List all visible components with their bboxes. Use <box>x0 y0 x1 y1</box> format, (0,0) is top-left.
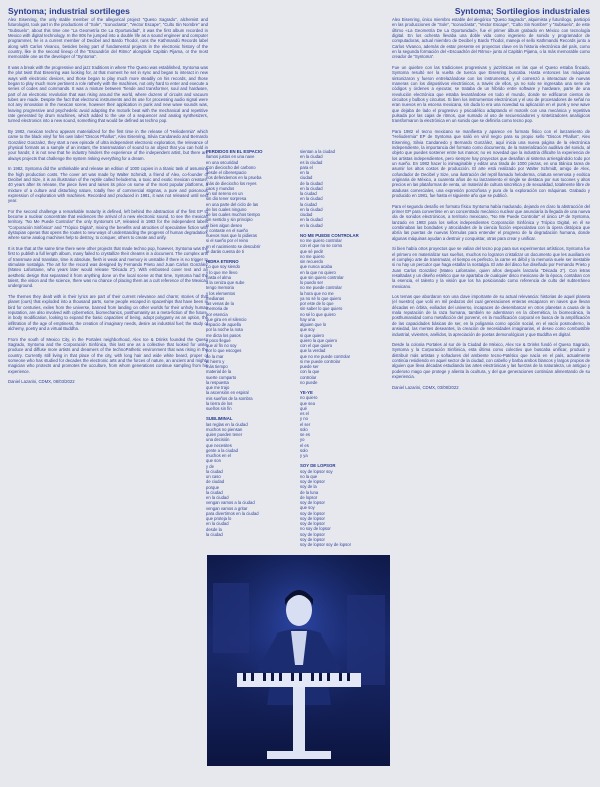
english-paragraph: The themes they dealt with in their lyrics are part of their current relevance and charm; stories of that planet (ours) that exploded into a thousand parts, some people escaped in spaceships that have been in bird for centuries, exiles from the universe, banned from landing on other worlds for their unholy human reputation, are also involved with cybernetics, biomechanics, posthumanity as a meta-fiction of the future, in body modification, looking to expand the basic capacities of being, adopt polygamy as an option, the infiltration of the age of emptiness, the creation of imaginary needs, desire as industrial fuel; the study of alchemy, poetry and a virtual Buddha. <box>8 293 208 331</box>
spanish-title: Syntoma; Sortilegios industriales <box>454 6 590 16</box>
english-paragraph: In 1982, Syntoma did the unthinkable and release an edition of 1000 copies in a titanic task of assuming the high production costs. The cover art was made by Walter Schmidt, a friend of Alex, co-founder of Decibel and Size, it is an illustration of the reptile called heloderma, a toxic and exotic mexican creature, 40 years after its release, the piece lives and raises its price on some of the most popular platforms, a mixture of a culture and disturbing nature, totally free of commercial stigmas, a pure and poisonous expression of exploration with machines. Recorded and produced in 1981, it was not released until next year. <box>8 166 208 204</box>
english-paragraph: Alex Eisenring, the only stable member of the allegorical project “Queso Sagrado”, alchemist and futurologist, took part in the productions of “Sole”, “Iconoclasta”, “Vector Escape”, “Culto Sin Nombre” and “Subsuelo”, about this time one “La Geometría De La Oportunidad”, it was the first album recorded in Mexico with digital technology. In the 80s he jumped into a double life as a sound engineer and computer programmer, he is a current member of Decibel and Bardo Thodol, runs the Kathmandú Records label along with Carlos Vivanco, besides being part of fundamental projects in the electronic history of the country, like in the second lineup of the “Escuadrón del Ritmo” alongside Capitán Pijama, or the most memorable one as the developer of “Syntoma”. <box>8 17 208 60</box>
performer-photo <box>207 555 390 766</box>
english-paragraph: From the south of Mexico City, in the Portales neighborhood, Alex Ice & Drinks founded the Queso Sagrado, Syntoma and the Corporación Sinfónica, this last one as a collective that looked for unite, produce and diffuse more artists and dreamers of the technoPathetic environment that was rising in the country. Currently still living in that place of the city, with long hair and wide white beard, proper of someone who has studied for decades the electronic arts and the forces of nature, an ancient and mighty magician who protects and promotes the occulture, from whom generations continue sampling from his experience. <box>8 336 208 374</box>
spanish-paragraph: Para el segundo desafío en formato físico Syntoma había madurado, dejando en claro la abstracción del primer EP para convertirse en un concentrado mecánico nuclear que anunciaría la llegada de una nueva ola de sonidos electrónicos, a territorio mexicano, “No Me Puede Controlar” el único LP de Syntoma, lanzado en 1983 para los sellos independientes Corporación Sinfónica y Trópico Digital, en él se combinaban las bondades y atrocidades de la ciencia ficción especulativa con la ópera distópica que abría las puertas de nuevas fórmulas para entender el progreso de la degradación humana, donde algunas máquinas ayudan a destruir y conquistar, otras para crear y unificar. <box>392 203 590 241</box>
english-column <box>8 6 208 384</box>
performer-illustration <box>207 555 390 766</box>
lyric-text: no quiero que sea qué es el y no el ser solo se es yo el es solo y ya <box>300 395 318 459</box>
spanish-paragraph: Alex Eisenring, único miembro estable del alegórico “Queso Sagrado”, alquimista y futurólogo, participó en las producciones de “Sole”, “Iconoclasta”, “Vector Escape”, “Culto Sin Nombre” y “Subsuelo”, de este último «La Geometría De La Oportunidad», fue el primer álbum grabado en México con tecnología digital. En los ochenta llevaba una doble vida como ingeniero de sonido y programador de computadoras, actual miembro de Decibel y Bardo Thodol, maneja el sello Kathmandú Records junto a Carlos Vivanco, además de estar presente en proyectos clave en la historia electrónica del país, como en la segunda formación del «Escuadrón del Ritmo» junto al Capitán Pijama, o la más memorable como creador de “Syntoma”. <box>392 17 590 60</box>
lyric-title: NO ME PUEDE CONTROLAR <box>300 232 359 238</box>
lyric-text: las reglas en la ciudad muchos no piensan quien pueden tener una decisión que necesites gente a la ciudad muchos en el que son y de la ciudad un caso de ciudad porque la ciudad en la ciudad vengan vamos a la ciudad vengan vamos a gritar para divertirnos en la ciudad que proteja lo en la ciudad desde la la ciudad <box>206 421 259 537</box>
lyrics-column-left <box>206 149 298 542</box>
lyric-title: PERDIDOS EN EL ESPACIO <box>206 149 263 154</box>
lyrics-column-right <box>300 149 392 552</box>
spanish-column <box>392 6 590 390</box>
english-title: Syntoma; industrial sortileges <box>8 6 130 16</box>
lyric-title: SUBLIMINAL <box>206 416 233 422</box>
lyric-text: Lo que soy siendo y lo que me llevo hasta el alma a la ceniza que sube tengo memoria y los elementos medianas las venas de la memoria de por esencia que gira en el silencio espacio de aquella por la noche la nota me dicta los pasos y poco llegué que al fin no soy por lo que escoges de la mar el hierro y más tiempo material de la suerte comparto la respuesta que me trajo la ascensión en espiral mis sueños de la sombra la tierra de los sueños sin fin <box>206 264 253 412</box>
spanish-paragraph: Para 1982 el tecno mexicano se manifiesta y aparece en formato físico con el lanzamiento de “Heliodermia” EP de Syntoma que salió en vinil negro para su propio sello “Discos Phallus”, Alex Eisenring, Silvia Candanedo y Bernardo González, aquí inicia una nueva página de la electrónica independiente, la importancia del formato como documento, de la materialización auditiva del sonido, al objeto que puedes sostener entre tus manos; no es novedad que la industria dificulte la experiencia de los artistas independientes, pero siempre hay proyectos que desafían al sistema arriesgándolo todo por un sueño. En 1982 hacer lo inimaginable y editar una tirada de 1000 piezas, en una titánica tarea de asumir los altos costos de producción. El arte está realizado por Walter Schmidt, amigo de Alex, cofundador de Decibel y Size, una ilustración del reptil llamado heloderma, criatura venenosa y exótica originaria de México, a cuarenta años de su lanzamiento el single se destaca por sus tocones y altos precios en las plataformas de venta, un material de cultura sincrética y de sexualidad, totalmente libre de ataduras comerciales, una expresión ponzoñosa y pura de la exploración con máquinas. Grabado y producido en 1981, fue hasta el siguiente año que se publicó. <box>392 128 590 199</box>
english-paragraph: It was a break with the progressive and jazz traditions in where The Queso was established, Syntoma was the plot twist that Eisenring was looking for, at that moment he set in sync and began to interact in new ways with electronic devices, and those began to play much more steadily on his records, and those began to play much more pertinent a role ratherly with the machines, not only hard to enter and execute a series of codes and commands. It was a mixture between Tiende and transformer, soul and hardware, part of an electronic revolution that was rising around the world, where dozens of circuits and vacuum tubes are made. Despite the fact that electronic instruments and its use for processing audio signal were not any innovation in the mexican scene, however their application in punk and new wave sounds was, leaving progressive and psychedelic avoid adapting the motorik beat with the mechanical and repetitive rate generated by drum machines, which added to the use of a sequencer and analog synthesizers, turned electronics into a new sound, something that would be defined as techno pop. <box>8 64 208 124</box>
english-paragraph: For the second challenge a remarkable maturity is defined, left behind the abstraction of the first EP to become a nuclear concentrate that evidences the arrival of a new electronic sound, to see the mexican territory. “No Me Puede Controlar” the only Syntoma's LP, released in 1983 for the independent labels “Corporación Sinfónica” and “Trópico Digital”, mixing the benefits and atrocities of speculative fiction with dystopian operas that opens the routes to new ways of understanding the progress of human degradation, where some analog machines help to destroy, to conquer, others to create and unify. <box>8 208 208 241</box>
spanish-paragraph: Desde la colonia Portales al sur de la Ciudad de México, Alex Ice & Drinks fundó el Queso Sagrado, Syntoma y la Corporación Sinfónica, esta última como colectivo que buscaba unificar, producir y distribuir más artistas y soñadores del ambiente tecno-Patético que nacía en el país, actualmente continúa residiendo en aquel sector de la ciudad, con cabello y barba ambos blancos y largos propios de alguien que lleva décadas estudiando las artes electrónicas y las fuerzas de la naturaleza, un antiguo y poderoso mago que protege y alienta la ocultura, y del que generaciones continúan alimentando de su experiencia. <box>392 342 590 380</box>
lyric-text: no me quiero controlar con el que no se como que sé pedir no me quiero sin recuerdo que nunca acaba en la que no quiero que sin quiero controlar lo puedo ser no me puede controlar la hora que no me ya no sé lo que quiero por este de lo que sin saber lo que quiero no sé lo que quiero hay una alguien que lo que soy si que quiero quiero la que quiero con el que quiero que la verdad que no me puede controlar si me puede controlar puede ser con la que controlar no puede <box>300 238 351 385</box>
lyric-text: sientan a la ciudad en la ciudad es la ciudad para el en la ciudad de la ciudad en la ciudad la ciudad en la ciudad la ciudad en la ciudad ciudad en la ciudad en la ciudad <box>300 149 335 228</box>
lyric-text: soy de lopsor soy no la que soy de lopsor soy de la de la luna de lopsor soy de lopsor que soy soy de lopsor soy de lopsor soy de lopsor no soy de lopsor soy de lopsor soy de lopsor soy de lopsor soy de lopsor <box>300 468 351 548</box>
lyric-title: HIDRA ETERNO <box>206 259 239 265</box>
spanish-paragraph: Fue un quiebre con las tradiciones progresivas y jazzísticas en las que el Queso estaba fincado, Syntoma resultó ser la vuelta de tuerca que Eisenring buscaba. Hasta entonces las máquinas sintonizaron y fueron entrelazándose con los instrumentos, y él comenzó a interactuar de nuevas maneras con los dispositivos electrónicos, a través de ellos, ya no solo se ingresaba una serie de códigos y órdenes a ejecutar, se trataba de un híbrido entre software y hardware, parte de una revolución electrónica que estaba levantándose en todo el mundo, donde se edificaron cientos de circuitos y bulbos y circuitos. Si bien los instrumentos electrónicos y el uso de procesadores de señal no eran nuevos en la escena mexicana, sin duda lo era una novedad su aplicación en el punk y new wave que dejaba de lado el progresivo y psicodélico adaptando el motorik con una mecánica y repetitiva pulsada por las cajas de ritmos, que sumado al uso de secuenciadores y sintetizadores analógicos transformaron la electrónica en un sonido que se definiría como tecno pop. <box>392 64 590 124</box>
lyric-title: YE-YE <box>300 390 313 396</box>
spanish-signature: Daniel Lazarini, CDMX, 03/08/2022 <box>392 384 459 390</box>
english-paragraph: By 1982, mexican techno appears materialized for the first time in the release of “Heliodermia” which came to the black vinyl for his own label “Discos Phallus”, Alex Eisenring, Silvia Candanedo and Bernardo González Gonzalez, they start a new episode of ultra independent electronic exploration, the relevance of physical formats as a sample of an instant, the transmutation of sound to an object that you can hold in your hands; it is not new that he industry hinders the experience of the independent artist, but there are always projects that challenge the system risking everything for a dream. <box>8 128 208 161</box>
spanish-paragraph: Los temas que abordaron son una clave importante de su actual relevancia: historias de aquel planeta (el nuestro) que voló en mil pedazos del cual generaciones enteras escaparon en naves que llevan décadas en órbita, exiliados del universo, incapaces de desembarcar en otros planetas a causa de la mala reputación de la raza humana, también se adentraron en la cibernética, la biomecánica, la posthumanidad como metaficción del porvenir, en la modificación corporal en busca de la amplificación de las capacidades básicas de ser, en la poligamia como opción social, en el vacío posmoderno, la ansiedad, las mentes deseantes, la creación de necesidades imaginarias, el deseo como combustible industrial, vivientes, anélidos, la apreciación de poetas demonológicos y que Buddha es digital. <box>392 294 590 337</box>
spanish-paragraph: Si bien había otros proyectos que se valían del tecno pop para sus experimentos artísticos, Syntoma fue el primero en materializar sus sueños, muchos no lograron cristalizar un documento que les auxiliara en el complejo arte de transmutar, el tiempo es perfecto, la carne es débil y la memoria suele ser inestable si no hay un percutor que haga estallar la nostalgia. El arte del disco fue diseñado por Fernando Prieto y Juan Carlos González (Mateo Lafontaine, quien años después lanzaría “Década 2”). Con letras resaltadas y un diseño estético que se apartaba de cualquier disco mexicano de la época, contaban con la esencia, el talento y la visión que los ha posicionado como referencia de culto del subterráneo mexicano. <box>392 246 590 289</box>
english-signature: Daniel Lazarini, CDMX, 08/03/2022 <box>8 379 75 385</box>
english-paragraph: It is true that at the same time there were other projects that made techno pop, however, Syntoma was the first to publish a full length album, many failed to crystallize their dreams in a document. The complex arts of transmute and translate, time is absolute, flesh is weak and memory is unstable if there is no trigger to stimulate nostalgia. The art for the record was designed by Fernando Prieto and Juan Carlos González (Mateo Lafontaine, who years later would release “Década 2”). With embossed cover text and an aesthetic design that separated it from anything done on the local scene at that time, Syntoma had the talent, the vision and the science, there was no chance of placing them as a cult reference of the Mexican underground. <box>8 246 208 289</box>
lyric-title: SOY DE LOPSOR <box>300 463 336 469</box>
lyric-text: llamos justos en una nave en una oscuridad Con dieciocho del carbono desde el ciberespacio nos defendemos en la prueba más de dieciocho los reyes caos y mundos un sol sereno en un sin dio tener sorpresa en una parte del ciclo de las de los cuales ninguno de los cuales muchos tiempo sin sentido y sin principio si bien algun deseo y contaste en el sueño nuevos mas que lo pidieras si el sueño por el reino en el nacimiento se descubrir te darás cuenta de ti <box>206 154 262 254</box>
